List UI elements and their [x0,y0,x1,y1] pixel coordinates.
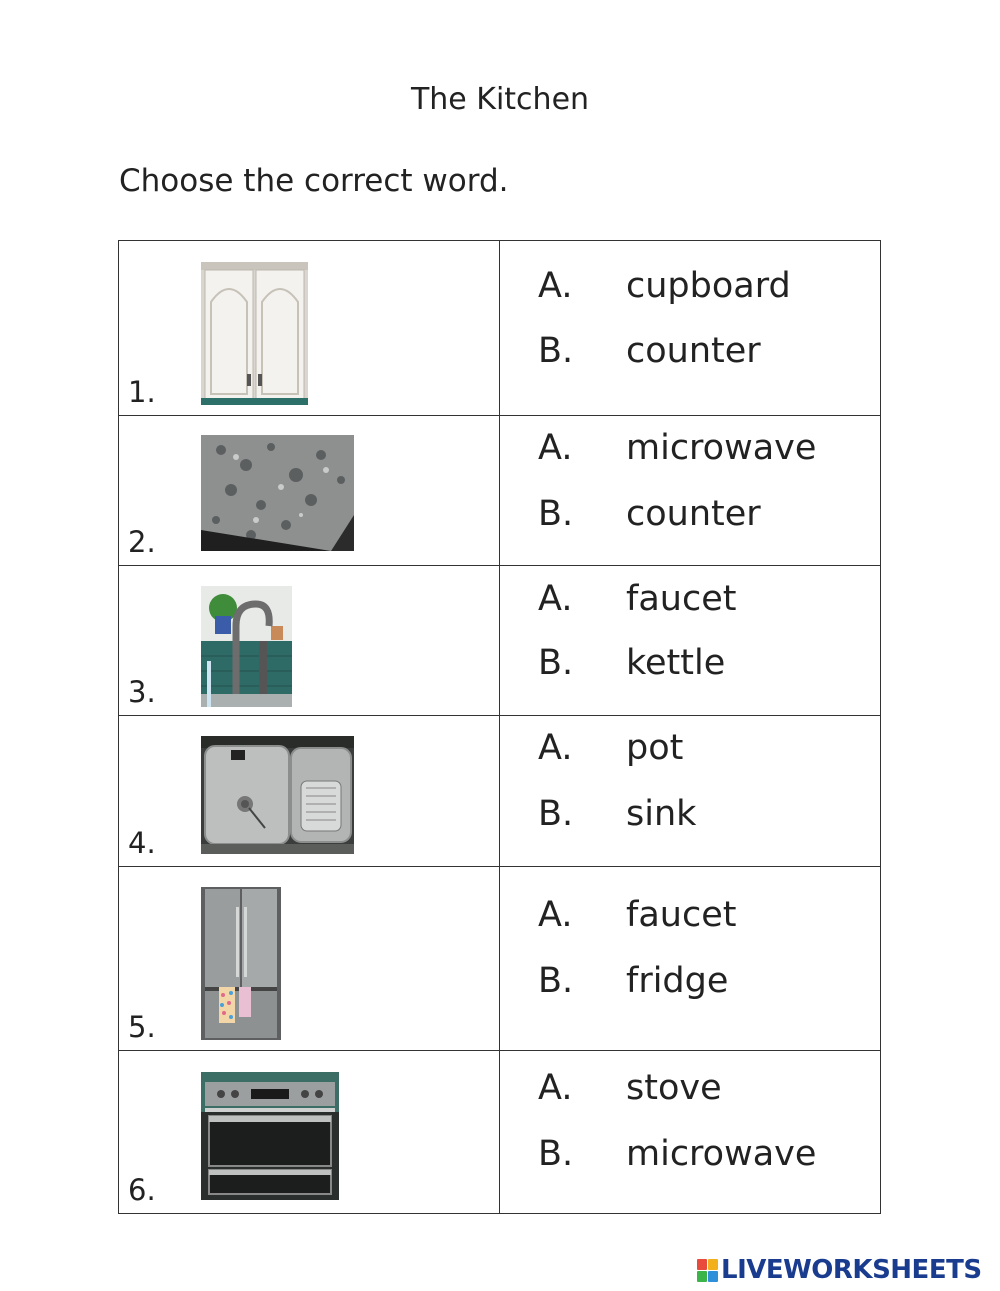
choice-word: faucet [626,579,737,619]
choice-word: fridge [626,961,729,1001]
logo-tile [697,1259,707,1270]
answer-cell [500,566,881,716]
choice-letter: A. [538,895,573,935]
question-image-cell [119,1051,500,1214]
choice-b[interactable] [538,494,761,534]
choice-letter: B. [538,794,574,834]
question-image-cell [119,241,500,416]
choice-b[interactable] [538,794,696,834]
logo-tile [697,1271,707,1282]
question-image-cell [119,716,500,867]
question-row [119,716,881,867]
answer-cell [500,241,881,416]
question-number: 4. [128,826,156,860]
question-row [119,241,881,416]
choice-word: counter [626,331,761,371]
question-row [119,867,881,1051]
choice-a[interactable] [538,266,791,306]
instruction-text: Choose the correct word. [119,163,509,199]
choice-word: microwave [626,428,817,468]
faucet-photo [201,586,292,707]
question-row [119,416,881,566]
choice-b[interactable] [538,643,725,683]
liveworksheets-logo[interactable] [697,1255,982,1285]
question-table [118,240,881,1214]
stove-photo [201,1072,339,1200]
choice-b[interactable] [538,331,761,371]
question-image-cell [119,566,500,716]
choice-word: faucet [626,895,737,935]
choice-letter: B. [538,1134,574,1174]
choice-letter: B. [538,643,574,683]
choice-a[interactable] [538,1068,722,1108]
choice-word: cupboard [626,266,791,306]
choice-letter: A. [538,428,573,468]
choice-a[interactable] [538,428,816,468]
choice-letter: A. [538,266,573,306]
choice-word: sink [626,794,697,834]
choice-word: pot [626,728,684,768]
logo-tile [708,1271,718,1282]
liveworksheets-logo-text: LIVEWORKSHEETS [721,1255,982,1285]
liveworksheets-logo-icon [697,1259,718,1282]
fridge-photo [201,887,281,1040]
logo-tile [708,1259,718,1270]
worksheet-title: The Kitchen [410,82,590,117]
counter-photo [201,435,354,551]
question-image-cell [119,867,500,1051]
answer-cell [500,416,881,566]
choice-letter: A. [538,579,573,619]
answer-cell [500,1051,881,1214]
question-number: 3. [128,675,156,709]
answer-cell [500,716,881,867]
choice-letter: B. [538,494,574,534]
choice-word: stove [626,1068,722,1108]
choice-a[interactable] [538,728,683,768]
question-number: 6. [128,1173,156,1207]
question-row [119,566,881,716]
question-number: 1. [128,375,156,409]
choice-word: microwave [626,1134,817,1174]
choice-word: kettle [626,643,726,683]
choice-a[interactable] [538,579,736,619]
cupboard-photo [201,262,308,405]
choice-a[interactable] [538,895,736,935]
choice-b[interactable] [538,1134,816,1174]
sink-photo [201,736,354,854]
choice-letter: B. [538,961,574,1001]
choice-word: counter [626,494,761,534]
choice-letter: A. [538,728,573,768]
question-image-cell [119,416,500,566]
question-number: 2. [128,525,156,559]
choice-letter: B. [538,331,574,371]
question-row [119,1051,881,1214]
answer-cell [500,867,881,1051]
choice-letter: A. [538,1068,573,1108]
choice-b[interactable] [538,961,728,1001]
question-number: 5. [128,1010,156,1044]
